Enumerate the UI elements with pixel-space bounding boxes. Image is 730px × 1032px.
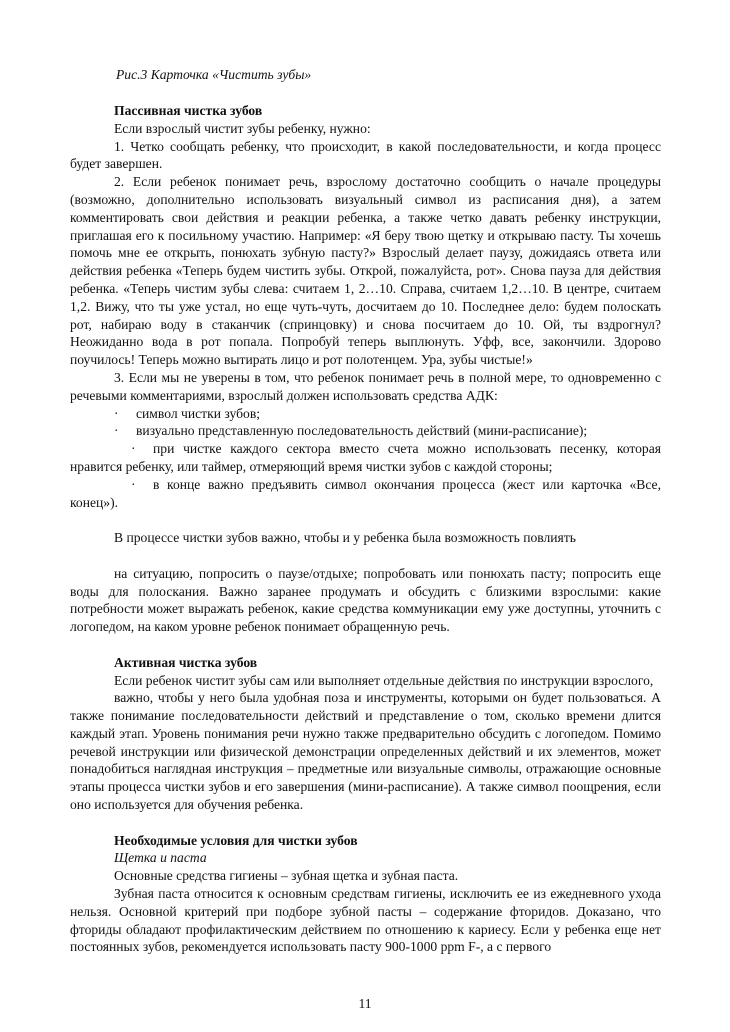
page-number: 11 bbox=[358, 996, 372, 1011]
paragraph-item-3: 3. Если мы не уверены в том, что ребенок понимает речь в полной мере, то одновременно с речевыми комментариями, взрослый должен использовать средства АДК: bbox=[70, 369, 661, 403]
section-heading: Необходимые условия для чистки зубов bbox=[114, 832, 358, 848]
bullet-text: символ чистки зубов; bbox=[136, 405, 261, 421]
paragraph-item-1: 1. Четко сообщать ребенку, что происходит, в какой последовательности, и когда процесс будет завершен. bbox=[70, 138, 661, 172]
bullet-marker: · bbox=[131, 476, 136, 492]
figure-caption: Рис.3 Карточка «Чистить зубы» bbox=[116, 67, 312, 82]
paragraph-intro: Если взрослый чистит зубы ребенку, нужно: bbox=[114, 120, 371, 136]
bullet-marker: · bbox=[114, 405, 119, 421]
section-passive-brushing bbox=[70, 102, 661, 956]
bullet-item bbox=[70, 422, 661, 440]
bullet-item bbox=[70, 405, 661, 423]
paragraph-item-2: 2. Если ребенок понимает речь, взрослому достаточно сообщить о начале процедуры (возможно, дополнительно использовать визуальный символ из расписания дня), а затем комментировать свои действия и реакции ребенка, а также четко давать ребенку инструкции, приглашая его к посильному участию. Например: «Я беру твою щетку и открываю пасту. Ты хочешь помочь мне ее открыть, понюхать зубную пасту?» Взрослый делает паузу, дожидаясь ответа или действия ребенка «Теперь будем чистить зубы. Открой, пожалуйста, рот». Снова пауза для действия ребенка. «Теперь чистим зубы слева: считаем 1, 2…10. Справа, считаем 1,2…10. В центре, считаем 1,2. Вижу, что ты уже устал, но еще чуть-чуть, досчитаем до 10. Последнее дело: будем полоскать рот, набираю воду в стаканчик (спринцовку) и снова посчитаем до 10. Ой, ты вздрогнул? Неожиданно вода в рот попала. Попробуй теперь выплюнуть. Уфф, все, закончили. Здорово поучилось! Теперь можно вытирать лицо и рот полотенцем. Ура, зубы чистые!» bbox=[70, 174, 661, 368]
bullet-text: визуально представленную последовательность действий (мини-расписание); bbox=[136, 423, 588, 439]
paragraph-toothpaste: Зубная паста относится к основным средствам гигиены, исключить ее из ежедневного ухода нельзя. Основной критерий при подборе зубной пасты – содержание фторидов. Доказано, что фториды обладают профилактическим действием по отношению к кариесу. Если у ребенка еще нет постоянных зубов, рекомендуется использовать пасту 900-1000 ppm F-, а с первого bbox=[70, 886, 661, 955]
paragraph-active-intro: Если ребенок чистит зубы сам или выполняет отдельные действия по инструкции взрослого, bbox=[114, 672, 654, 688]
subsection-heading: Щетка и паста bbox=[114, 850, 207, 866]
bullet-item bbox=[70, 440, 661, 476]
section-heading: Пассивная чистка зубов bbox=[114, 103, 263, 118]
section-heading: Активная чистка зубов bbox=[114, 654, 258, 670]
bullet-marker: · bbox=[114, 423, 119, 439]
bullet-text: в конце важно предъявить символ окончания процесса (жест или карточка «Все, конец»). bbox=[70, 476, 661, 510]
bullet-text: при чистке каждого сектора вместо счета можно использовать песенку, которая нравится ребенку, или таймер, отмеряющий время чистки зубов с каждой стороны; bbox=[70, 441, 661, 474]
paragraph-hygiene: Основные средства гигиены – зубная щетка и зубная паста. bbox=[114, 868, 459, 884]
bullet-marker: · bbox=[131, 441, 136, 457]
bullet-item bbox=[70, 476, 661, 512]
paragraph-active-body: важно, чтобы у него была удобная поза и инструменты, которыми он будет пользоваться. А также понимание последовательности действий и представление о том, сколько времени длится каждый этап. Уровень понимания речи нужно также предварительно обсудить с логопедом. Помимо речевой инструкции или физической демонстрации определенных действий и их элементов, может понадобиться наглядная инструкция – предметные или визуальные символы, отражающие основные этапы процесса чистки зубов и его завершения (мини-расписание). А также символ поощрения, если оно используется для обучения ребенка. bbox=[70, 690, 661, 813]
paragraph-influence-continued: на ситуацию, попросить о паузе/отдыхе; попробовать или понюхать пасту; попросить еще воды для полоскания. Важно заранее продумать и обсудить с близкими взрослыми: какие потребности может выражать ребенок, какие средства коммуникации ему уже доступны, уточнить с логопедом, на каком уровне ребенок понимает обращенную речь. bbox=[70, 565, 661, 635]
paragraph-influence: В процессе чистки зубов важно, чтобы и у ребенка была возможность повлиять bbox=[114, 530, 576, 546]
